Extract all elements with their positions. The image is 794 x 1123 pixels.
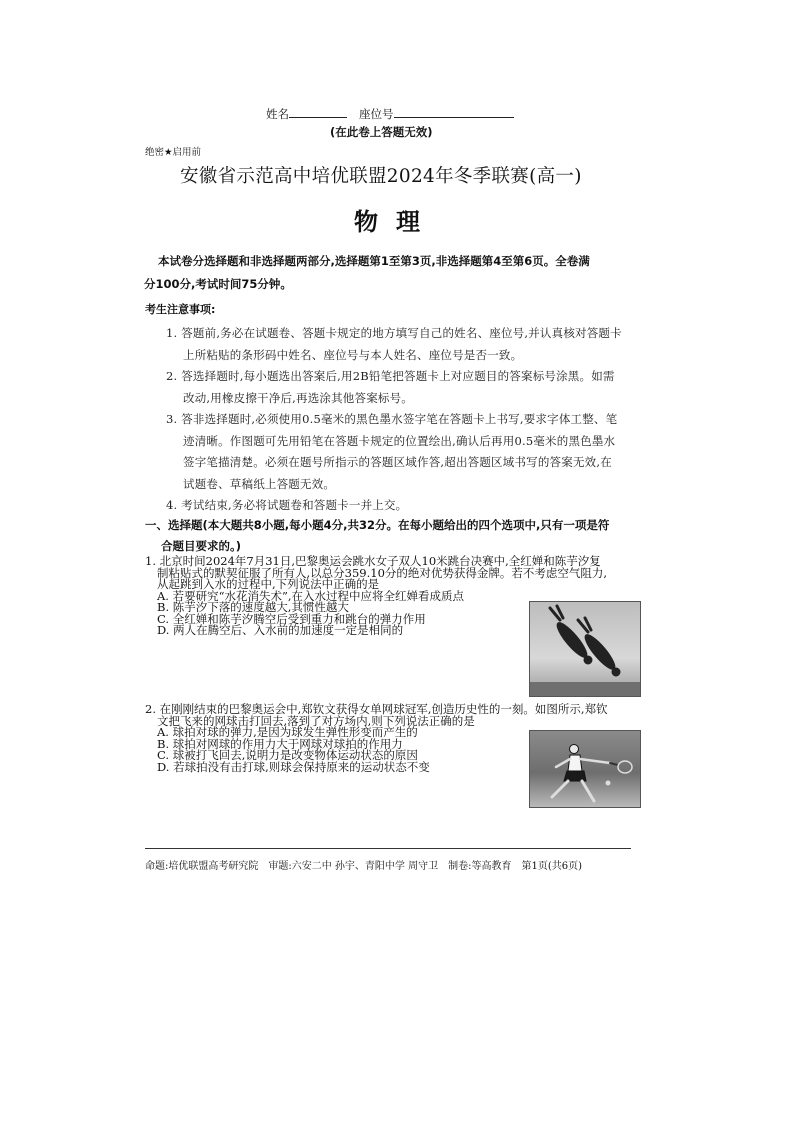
divers-illustration: [530, 602, 640, 696]
notes-list: [166, 323, 646, 517]
q2-option-c: C. 球被打飞回去,说明力是改变物体运动状态的原因: [157, 748, 418, 762]
q1-option-b: B. 陈芋汐下落的速度越大,其惯性越大: [157, 600, 349, 614]
note-line: 签字笔描清楚。必须在题号所指示的答题区域作答,超出答题区域书写的答案无效,在: [183, 455, 612, 469]
note-line: 2. 答选择题时,每小题选出答案后,用2B铅笔把答题卡上对应题目的答案标号涂黑。如需: [166, 369, 615, 383]
q1-option-a: A. 若要研究“水花消失术”,在入水过程中应将全红婵看成质点: [157, 588, 465, 603]
section-1-line-2: 合题目要求的。): [161, 539, 242, 553]
subject-title: 物理: [354, 208, 438, 236]
invalid-notice: (在此卷上答题无效): [330, 125, 433, 139]
intro-line-2: 分100分,考试时间75分钟。: [144, 277, 292, 291]
q2-stem-line: 2. 在刚刚结束的巴黎奥运会中,郑钦文获得女单网球冠军,创造历史性的一刻。如图所示,郑钦: [145, 702, 608, 716]
candidate-info-line: [266, 107, 514, 121]
seat-blank: [394, 107, 514, 118]
tennis-player-illustration: [530, 731, 640, 807]
q1-option-c: C. 全红婵和陈芋汐腾空后受到重力和跳台的弹力作用: [157, 611, 426, 626]
notes-heading: 考生注意事项:: [145, 303, 216, 316]
note-line: 上所粘贴的条形码中姓名、座位号与本人姓名、座位号是否一致。: [183, 347, 523, 362]
q2-option-d: D. 若球拍没有击打球,则球会保持原来的运动状态不变: [157, 759, 430, 774]
q2-stem-line: 文把飞来的网球击打回去,落到了对方场内,则下列说法正确的是: [157, 713, 475, 728]
section-1-heading: [145, 515, 609, 557]
note-line: 1. 答题前,务必在试题卷、答题卡规定的地方填写自己的姓名、座位号,并认真核对答题卡: [166, 326, 622, 340]
secret-mark: 绝密★启用前: [145, 147, 202, 158]
exam-title: 安徽省示范高中培优联盟2024年冬季联赛(高一): [180, 166, 582, 187]
seat-label: 座位号: [359, 107, 394, 121]
intro-line-1: 本试卷分选择题和非选择题两部分,选择题第1至第3页,非选择题第4至第6页。全卷满: [158, 254, 590, 268]
note-line: 4. 考试结束,务必将试题卷和答题卡一并上交。: [166, 498, 408, 512]
tennis-photo: [529, 730, 641, 808]
q2-option-b: B. 球拍对网球的作用力大于网球对球拍的作用力: [157, 736, 403, 751]
note-line: 3. 答非选择题时,必须使用0.5毫米的黑色墨水签字笔在答题卡上书写,要求字体工整、笔: [166, 412, 618, 426]
note-line: 改动,用橡皮擦干净后,再选涂其他答案标号。: [183, 390, 414, 405]
q2-option-a: A. 球拍对球的弹力,是因为球发生弹性形变而产生的: [157, 725, 418, 739]
name-label: 姓名: [266, 107, 289, 121]
diving-photo: [529, 601, 641, 697]
page-footer: 命题:培优联盟高考研究院 审题:六安二中 孙宇、青阳中学 周守卫 制卷:等高教育 第1页(共6页): [145, 861, 582, 872]
q1-stem-line: 从起跳到入水的过程中,下列说法中正确的是: [157, 577, 380, 591]
q1-stem-line: 1. 北京时间2024年7月31日,巴黎奥运会跳水女子双人10米跳台决赛中,全红婵和陈芋汐复: [145, 554, 601, 568]
footer-divider: [145, 848, 631, 849]
intro: [144, 250, 658, 296]
section-1-line-1: 一、选择题(本大题共8小题,每小题4分,共32分。在每小题给出的四个选项中,只有一项是符: [145, 518, 610, 532]
q1-stem-line: 制粘贴式的默契征服了所有人,以总分359.10分的绝对优势获得金牌。若不考虑空气阻力,: [157, 565, 608, 580]
note-line: 试题卷、草稿纸上答题无效。: [183, 476, 336, 491]
name-blank: [289, 107, 347, 118]
q1-option-d: D. 两人在腾空后、入水前的加速度一定是相同的: [157, 623, 404, 637]
note-line: 迹清晰。作图题可先用铅笔在答题卡规定的位置绘出,确认后再用0.5毫米的黑色墨水: [183, 433, 616, 448]
